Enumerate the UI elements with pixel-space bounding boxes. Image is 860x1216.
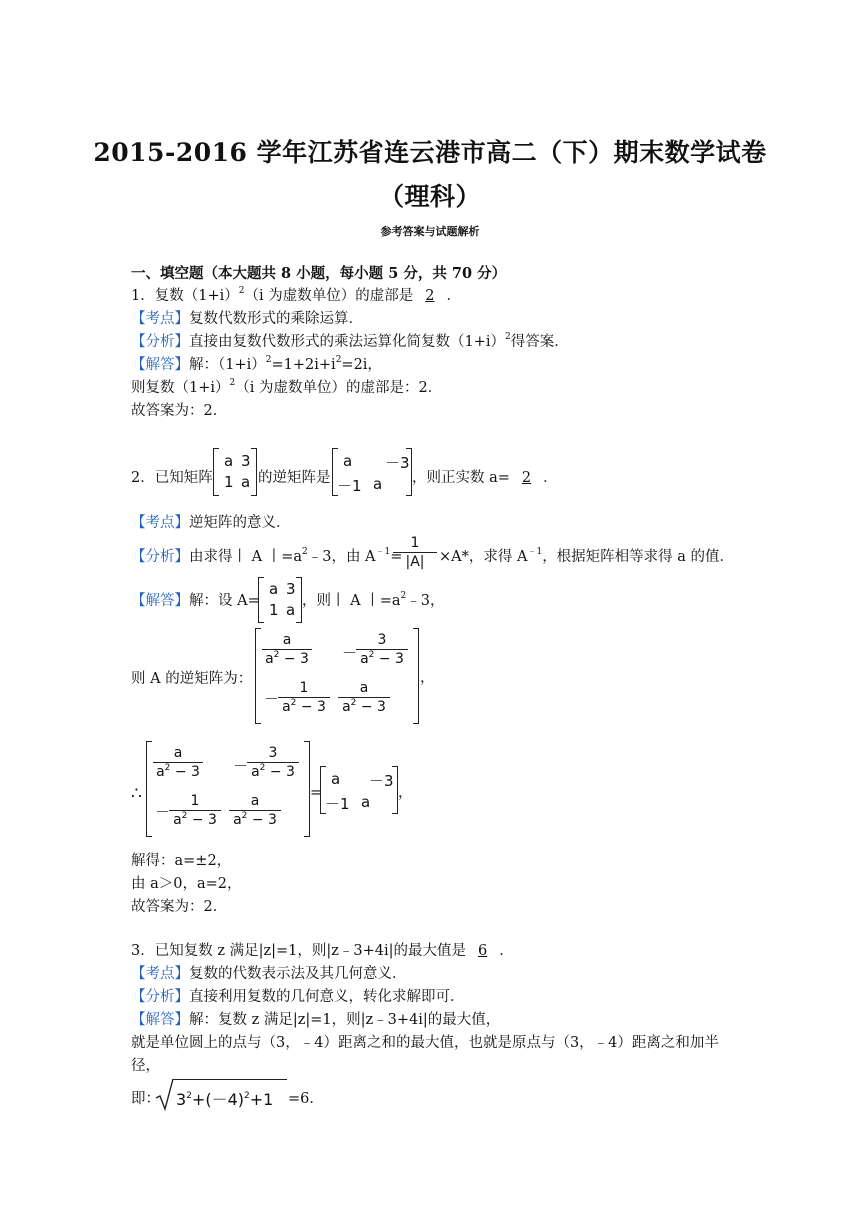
page-title-sub: （理科） <box>378 182 481 211</box>
q2-matrix-a: a 3 1 a <box>213 448 257 496</box>
q3-answer: 6 <box>478 943 488 959</box>
q2-stem-a: 2．已知矩阵 <box>131 470 213 486</box>
q2-fenxi-fraction: $\frac{1}{|A|}$ <box>393 535 437 570</box>
q2-kaodian: 【考点】逆矩阵的意义． <box>131 515 291 531</box>
q1-stem: 1．复数$(1+i)^2(i$ 为虚数单位）的虚部是 2 ． <box>131 286 461 304</box>
q2-equals: = <box>310 785 323 801</box>
q3-stem: 3．已知复数 z 满足|z|=1，则|z﹣3+4i|的最大值是 6 ． <box>131 943 514 959</box>
subtitle: 参考答案与试题解析 <box>380 225 480 238</box>
q1-answer: 2 <box>425 288 435 304</box>
q2-stem-c: ，则正实数 a= 2 ． <box>412 470 558 486</box>
sqrt-radical-icon <box>155 1078 175 1112</box>
q3-line4-result: =6． <box>288 1091 324 1107</box>
q1-kaodian: 【考点】复数代数形式的乘除运算． <box>131 311 363 327</box>
q3-line3: 径， <box>131 1058 160 1074</box>
q3-line4-label: 即： <box>131 1091 160 1107</box>
q2-answer: 2 <box>521 470 532 486</box>
q2-fenxi-b: ×A*，求得 $A^{﹣1}$，根据矩阵相等求得 a 的值． <box>439 547 735 565</box>
q3-kaodian: 【考点】复数的代数表示法及其几何意义． <box>131 966 407 982</box>
q2-matrix-a-repeat: a 3 1 a <box>258 577 302 623</box>
q3-jieda: 【解答】解：复数 z 满足|z|=1，则|z﹣3+4i|的最大值， <box>131 1012 501 1028</box>
q3-sqrt-expression: $3^2+(-4)^2+1$ <box>155 1078 287 1112</box>
q2-comma-1: ， <box>420 670 435 686</box>
q2-final: 故答案为：2． <box>131 899 228 915</box>
q2-therefore: ∴ <box>131 784 142 804</box>
q3-line2: 就是单位圆上的点与（3，﹣4）距离之和的最大值，也就是原点与（3，﹣4）距离之和加半 <box>131 1035 719 1051</box>
q2-stem-b: 的逆矩阵是 <box>258 470 331 486</box>
q2-comma-2: ， <box>398 785 413 801</box>
q2-matrix-inverse: a －3 －1 a <box>332 448 412 496</box>
q1-final: 故答案为：2． <box>131 403 228 419</box>
q2-inverse-matrix-fractions-2: $\frac{a}{a^2 - 3}$ － $\frac{3}{a^2 - 3}$ － $\frac{1}{a^2 - 3}$ $\frac{a}{a^2 - 3}$ <box>146 741 310 837</box>
q2-jieda-a: 【解答】解：设 A= <box>131 593 260 609</box>
q2-inverse-matrix-fractions: $\frac{a}{a^2 - 3}$ － $\frac{3}{a^2 - 3}$ － $\frac{1}{a^2 - 3}$ $\frac{a}{a^2 - 3}$ <box>255 628 419 724</box>
q2-matrix-inverse-repeat: a －3 －1 a <box>320 766 398 814</box>
q2-inverse-label: 则 A 的逆矩阵为： <box>131 671 253 687</box>
page-title: 2015-2016 学年江苏省连云港市高二（下）期末数学试卷 <box>93 138 767 167</box>
q2-solve-1: 解得：a=±2， <box>131 853 232 869</box>
q1-fenxi: 【分析】直接由复数代数形式的乘法运算化简复数$(1+i)^2$得答案． <box>131 332 569 350</box>
q3-fenxi: 【分析】直接利用复数的几何意义，转化求解即可． <box>131 989 465 1005</box>
section-heading: 一、填空题（本大题共 8 小题，每小题 5 分，共 70 分） <box>131 265 507 282</box>
q2-solve-2: 由 a＞0，a=2， <box>131 876 242 892</box>
q2-jieda-b: ，则丨 A 丨$=a^2﹣3$， <box>302 591 445 609</box>
q1-jieda: 【解答】解：$(1+i)^2=1+2i+i^2=2i$， <box>131 355 382 373</box>
q1-line2: 则复数$(1+i)^2(i$ 为虚数单位）的虚部是：2． <box>131 378 443 396</box>
q2-fenxi-a: 【分析】由求得丨 A 丨$=a^2﹣3$，由 $A^{﹣1}=$ <box>131 547 403 565</box>
